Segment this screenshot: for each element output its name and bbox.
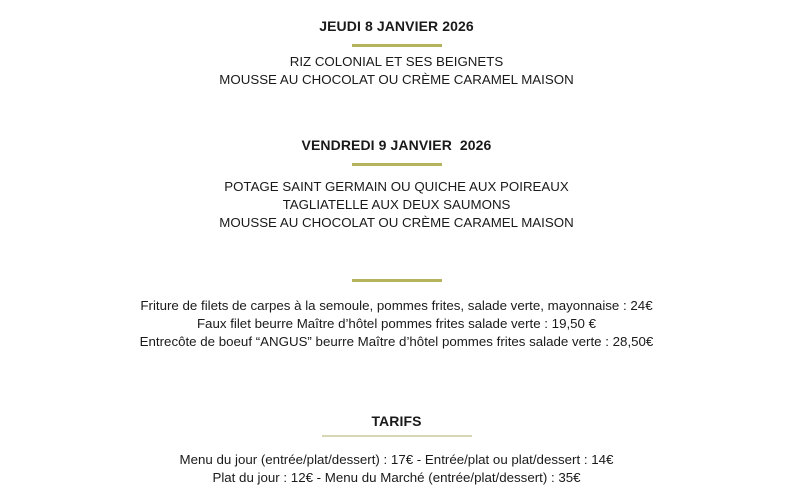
specials-divider-wrap — [0, 279, 793, 282]
special-line: Faux filet beurre Maître d’hôtel pommes frites salade verte : 19,50 € — [196, 316, 597, 331]
day-title: JEUDI 8 JANVIER 2026 — [319, 18, 474, 34]
dish-line: MOUSSE AU CHOCOLAT OU CRÈME CARAMEL MAISON — [219, 215, 574, 230]
day-section-jeudi — [0, 17, 793, 89]
tarifs-section — [0, 412, 793, 487]
dish-line: TAGLIATELLE AUX DEUX SAUMONS — [282, 197, 511, 212]
tarif-line: Plat du jour : 12€ - Menu du Marché (entrée/plat/dessert) : 35€ — [212, 470, 581, 485]
tarif-line: Menu du jour (entrée/plat/dessert) : 17€ - Entrée/plat ou plat/dessert : 14€ — [179, 452, 614, 467]
specials-section — [0, 297, 793, 351]
divider — [352, 279, 442, 282]
special-line: Entrecôte de boeuf “ANGUS” beurre Maître d’hôtel pommes frites salade verte : 28,50€ — [139, 334, 654, 349]
day-title: VENDREDI 9 JANVIER 2026 — [301, 137, 492, 153]
special-line: Friture de filets de carpes à la semoule, pommes frites, salade verte, mayonnaise : 24€ — [140, 298, 653, 313]
dish-line: RIZ COLONIAL ET SES BEIGNETS — [289, 54, 504, 69]
dish-line: POTAGE SAINT GERMAIN OU QUICHE AUX POIREAUX — [224, 179, 569, 194]
dish-line: MOUSSE AU CHOCOLAT OU CRÈME CARAMEL MAISON — [219, 72, 574, 87]
day-section-vendredi — [0, 136, 793, 232]
tarifs-title: TARIFS — [371, 413, 422, 429]
